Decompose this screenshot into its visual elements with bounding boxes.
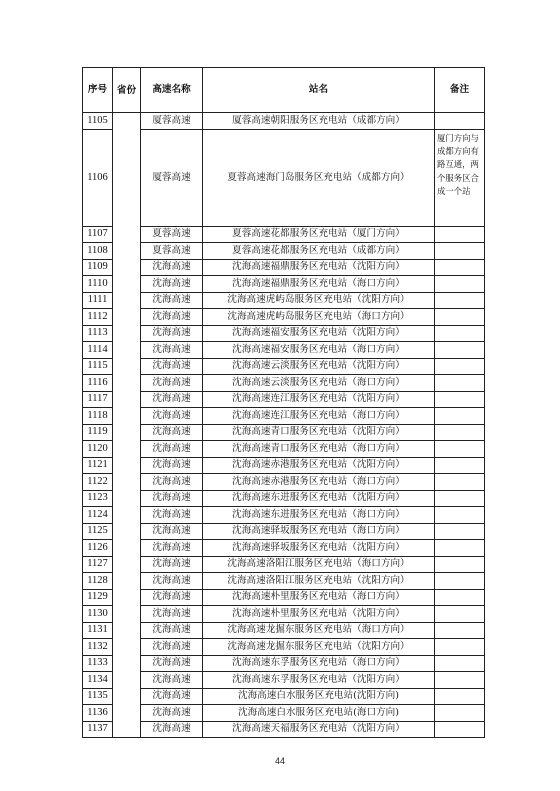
cell-remark	[435, 639, 485, 656]
cell-highway: 沈海高速	[141, 606, 203, 623]
table-row	[83, 622, 485, 639]
cell-highway: 沈海高速	[141, 721, 203, 738]
cell-seq: 1109	[83, 259, 113, 276]
table-row	[83, 705, 485, 722]
cell-seq: 1129	[83, 589, 113, 606]
cell-station: 沈海高速赤港服务区充电站（海口方向）	[203, 474, 435, 491]
cell-remark	[435, 705, 485, 722]
cell-seq: 1137	[83, 721, 113, 738]
cell-remark	[435, 573, 485, 590]
cell-remark	[435, 309, 485, 326]
cell-remark	[435, 375, 485, 392]
cell-highway: 夏蓉高速	[141, 243, 203, 260]
cell-highway: 沈海高速	[141, 556, 203, 573]
cell-seq: 1121	[83, 457, 113, 474]
cell-station: 沈海高速东孚服务区充电站（海口方向）	[203, 655, 435, 672]
cell-seq: 1113	[83, 325, 113, 342]
table-row	[83, 507, 485, 524]
cell-seq: 1119	[83, 424, 113, 441]
cell-remark	[435, 441, 485, 458]
table-row	[83, 655, 485, 672]
table-row	[83, 113, 485, 130]
cell-station: 沈海高速福安服务区充电站（沈阳方向）	[203, 325, 435, 342]
cell-remark	[435, 589, 485, 606]
table-row	[83, 358, 485, 375]
document-page	[82, 67, 484, 738]
cell-station: 沈海高速云淡服务区充电站（沈阳方向）	[203, 358, 435, 375]
cell-station: 沈海高速赤港服务区充电站（沈阳方向）	[203, 457, 435, 474]
cell-seq: 1108	[83, 243, 113, 260]
cell-highway: 沈海高速	[141, 424, 203, 441]
cell-highway: 沈海高速	[141, 655, 203, 672]
cell-seq: 1131	[83, 622, 113, 639]
cell-remark	[435, 688, 485, 705]
cell-station: 沈海高速虎屿岛服务区充电站（沈阳方向）	[203, 292, 435, 309]
table-row	[83, 556, 485, 573]
cell-remark	[435, 259, 485, 276]
table-row	[83, 606, 485, 623]
cell-station: 沈海高速朴里服务区充电站（海口方向）	[203, 589, 435, 606]
cell-station: 沈海高速洛阳江服务区充电站（沈阳方向）	[203, 573, 435, 590]
cell-highway: 沈海高速	[141, 259, 203, 276]
cell-seq: 1120	[83, 441, 113, 458]
header-remark: 备注	[435, 68, 485, 113]
cell-highway: 沈海高速	[141, 573, 203, 590]
table-row	[83, 408, 485, 425]
cell-remark	[435, 507, 485, 524]
cell-remark	[435, 490, 485, 507]
cell-station: 沈海高速东进服务区充电站（沈阳方向）	[203, 490, 435, 507]
cell-highway: 沈海高速	[141, 622, 203, 639]
cell-remark	[435, 523, 485, 540]
cell-highway: 沈海高速	[141, 457, 203, 474]
cell-highway: 沈海高速	[141, 540, 203, 557]
cell-seq: 1115	[83, 358, 113, 375]
table-row	[83, 325, 485, 342]
cell-station: 厦蓉高速朝阳服务区充电站（成都方向）	[203, 113, 435, 130]
cell-station: 沈海高速连江服务区充电站（沈阳方向）	[203, 391, 435, 408]
cell-highway: 沈海高速	[141, 375, 203, 392]
cell-seq: 1125	[83, 523, 113, 540]
cell-seq: 1135	[83, 688, 113, 705]
table-row	[83, 639, 485, 656]
cell-remark	[435, 622, 485, 639]
cell-remark	[435, 556, 485, 573]
header-province: 省份	[113, 68, 141, 113]
cell-highway: 夏蓉高速	[141, 226, 203, 243]
cell-remark	[435, 721, 485, 738]
table-row	[83, 721, 485, 738]
table-row	[83, 523, 485, 540]
cell-province	[113, 113, 141, 738]
cell-station: 夏蓉高速海门岛服务区充电站（成都方向）	[203, 129, 435, 226]
cell-remark	[435, 292, 485, 309]
cell-station: 沈海高速洛阳江服务区充电站（海口方向）	[203, 556, 435, 573]
table-row	[83, 226, 485, 243]
table-row	[83, 457, 485, 474]
header-highway: 高速名称	[141, 68, 203, 113]
cell-station: 沈海高速天福服务区充电站（沈阳方向）	[203, 721, 435, 738]
cell-station: 夏蓉高速花都服务区充电站（成都方向）	[203, 243, 435, 260]
header-station: 站名	[203, 68, 435, 113]
page-number: 44	[274, 756, 285, 766]
cell-highway: 沈海高速	[141, 309, 203, 326]
cell-station: 沈海高速青口服务区充电站（沈阳方向）	[203, 424, 435, 441]
cell-seq: 1124	[83, 507, 113, 524]
cell-seq: 1107	[83, 226, 113, 243]
cell-remark	[435, 540, 485, 557]
cell-seq: 1117	[83, 391, 113, 408]
cell-highway: 沈海高速	[141, 672, 203, 689]
cell-remark	[435, 655, 485, 672]
cell-station: 沈海高速龙掘东服务区充电站（沈阳方向）	[203, 639, 435, 656]
cell-seq: 1116	[83, 375, 113, 392]
cell-seq: 1136	[83, 705, 113, 722]
cell-station: 沈海高速白水服务区充电站(海口方向)	[203, 705, 435, 722]
table-header-row	[83, 68, 485, 113]
cell-remark	[435, 243, 485, 260]
cell-highway: 沈海高速	[141, 408, 203, 425]
table-row	[83, 129, 485, 226]
cell-highway: 沈海高速	[141, 589, 203, 606]
cell-seq: 1134	[83, 672, 113, 689]
cell-station: 沈海高速东孚服务区充电站（沈阳方向）	[203, 672, 435, 689]
cell-station: 沈海高速云淡服务区充电站（海口方向）	[203, 375, 435, 392]
table-row	[83, 490, 485, 507]
cell-seq: 1111	[83, 292, 113, 309]
cell-highway: 沈海高速	[141, 276, 203, 293]
cell-highway: 沈海高速	[141, 705, 203, 722]
table-row	[83, 292, 485, 309]
cell-station: 沈海高速驿坂服务区充电站（沈阳方向）	[203, 540, 435, 557]
cell-station: 夏蓉高速花都服务区充电站（厦门方向）	[203, 226, 435, 243]
cell-station: 沈海高速福鼎服务区充电站（海口方向）	[203, 276, 435, 293]
cell-remark	[435, 358, 485, 375]
cell-seq: 1128	[83, 573, 113, 590]
cell-remark	[435, 408, 485, 425]
cell-highway: 沈海高速	[141, 358, 203, 375]
cell-seq: 1105	[83, 113, 113, 130]
cell-seq: 1112	[83, 309, 113, 326]
table-row	[83, 309, 485, 326]
cell-seq: 1130	[83, 606, 113, 623]
header-seq: 序号	[83, 68, 113, 113]
cell-station: 沈海高速龙掘东服务区充电站（海口方向）	[203, 622, 435, 639]
cell-highway: 沈海高速	[141, 490, 203, 507]
cell-highway: 沈海高速	[141, 391, 203, 408]
cell-seq: 1123	[83, 490, 113, 507]
cell-remark	[435, 325, 485, 342]
table-row	[83, 474, 485, 491]
cell-seq: 1118	[83, 408, 113, 425]
cell-seq: 1132	[83, 639, 113, 656]
cell-remark	[435, 424, 485, 441]
cell-station: 沈海高速青口服务区充电站（海口方向）	[203, 441, 435, 458]
cell-remark	[435, 342, 485, 359]
cell-remark	[435, 457, 485, 474]
table-row	[83, 540, 485, 557]
cell-highway: 沈海高速	[141, 523, 203, 540]
cell-seq: 1127	[83, 556, 113, 573]
table-row	[83, 573, 485, 590]
cell-highway: 厦蓉高速	[141, 129, 203, 226]
table-row	[83, 672, 485, 689]
table-row	[83, 243, 485, 260]
cell-seq: 1110	[83, 276, 113, 293]
cell-station: 沈海高速虎屿岛服务区充电站（海口方向）	[203, 309, 435, 326]
table-row	[83, 441, 485, 458]
cell-highway: 沈海高速	[141, 441, 203, 458]
cell-station: 沈海高速福鼎服务区充电站（沈阳方向）	[203, 259, 435, 276]
cell-highway: 沈海高速	[141, 325, 203, 342]
cell-highway: 沈海高速	[141, 507, 203, 524]
cell-highway: 沈海高速	[141, 688, 203, 705]
cell-highway: 沈海高速	[141, 292, 203, 309]
cell-seq: 1122	[83, 474, 113, 491]
table-row	[83, 342, 485, 359]
cell-remark	[435, 113, 485, 130]
cell-highway: 沈海高速	[141, 639, 203, 656]
cell-remark	[435, 276, 485, 293]
cell-station: 沈海高速朴里服务区充电站（沈阳方向）	[203, 606, 435, 623]
table-row	[83, 375, 485, 392]
cell-highway: 沈海高速	[141, 474, 203, 491]
cell-remark	[435, 226, 485, 243]
cell-seq: 1133	[83, 655, 113, 672]
table-row	[83, 259, 485, 276]
cell-remark	[435, 672, 485, 689]
cell-station: 沈海高速连江服务区充电站（海口方向）	[203, 408, 435, 425]
cell-seq: 1114	[83, 342, 113, 359]
cell-station: 沈海高速驿坂服务区充电站（海口方向）	[203, 523, 435, 540]
cell-remark	[435, 474, 485, 491]
cell-station: 沈海高速福安服务区充电站（海口方向）	[203, 342, 435, 359]
table-row	[83, 688, 485, 705]
table-row	[83, 276, 485, 293]
cell-remark	[435, 606, 485, 623]
charging-station-table	[82, 67, 485, 738]
cell-remark	[435, 391, 485, 408]
table-row	[83, 424, 485, 441]
table-row	[83, 589, 485, 606]
cell-highway: 沈海高速	[141, 342, 203, 359]
cell-station: 沈海高速东进服务区充电站（海口方向）	[203, 507, 435, 524]
cell-seq: 1106	[83, 129, 113, 226]
cell-seq: 1126	[83, 540, 113, 557]
cell-station: 沈海高速白水服务区充电站(沈阳方向)	[203, 688, 435, 705]
table-row	[83, 391, 485, 408]
table-body	[83, 113, 485, 738]
cell-highway: 厦蓉高速	[141, 113, 203, 130]
cell-remark: 厦门方向与成都方向有路互通，两个服务区合成一个站	[435, 129, 485, 226]
